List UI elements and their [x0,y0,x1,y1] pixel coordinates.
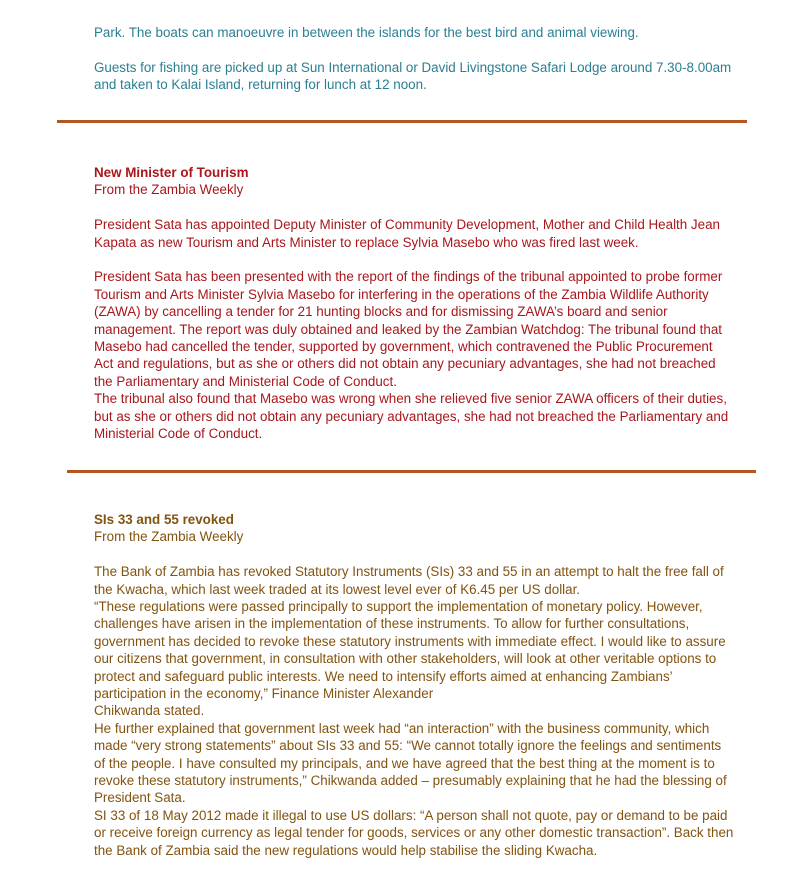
intro-paragraph-2: Guests for fishing are picked up at Sun International or David Livingstone Safari Lodge around 7.30-8.00am and taken to Kalai Island, returning for lunch at 12 noon. [94,59,732,93]
section-divider-1 [57,120,747,123]
article-paragraph: President Sata has appointed Deputy Minister of Community Development, Mother and Child Health Jean Kapata as new Tourism and Arts Minister to replace Sylvia Masebo who was fired last week. [94,217,720,250]
article-paragraph: The Bank of Zambia has revoked Statutory Instruments (SIs) 33 and 55 in an attempt to halt the free fall of the Kwacha, which last week traded at its lowest level ever of K6.45 per US dollar. [94,564,724,597]
article-paragraph: The tribunal also found that Masebo was wrong when she relieved five senior ZAWA officers of their duties, but as she or others did not obtain any pecuniary advantages, she had not breached the Parliamentary and Ministerial Code of Conduct. [94,391,729,442]
article-paragraph: President Sata has been presented with the report of the findings of the tribunal appointed to probe former Tourism and Arts Minister Sylvia Masebo for interfering in the operations of the Zambia Wildlife Authority (ZAWA) by cancelling a tender for 21 hunting blocks and for dismissing ZAWA’s board and senior management. The report was duly obtained and leaked by the Zambian Watchdog: The tribunal found that Masebo had cancelled the tender, supported by government, which contravened the Public Procurement Act and regulations, but as she or others did not obtain any pecuniary advantages, she had not breached the Parliamentary and Ministerial Code of Conduct. [94,269,723,389]
section-divider-2 [67,470,756,473]
article-paragraph: He further explained that government last week had “an interaction” with the business community, which made “very strong statements” about SIs 33 and 55: “We cannot totally ignore the feelings and sentiments of the people. I have consulted my principals, and we have agreed that the best thing at the moment is to revoke these statutory instruments,” Chikwanda added – presumably explaining that he had the blessing of President Sata. [94,720,727,806]
article-sis-revoked [94,511,734,859]
article-new-minister [94,164,734,442]
article-paragraph: “These regulations were passed principally to support the implementation of monetary policy. However, challenges have arisen in the implementation of these instruments. To allow for further consultations, government has decided to revoke these statutory instruments with immediate effect. I would like to assure our citizens that government, in consultation with other stakeholders, will look at other veritable options to protect and safeguard public interests. We need to intensify efforts aimed at enhancing Zambians’ participation in the economy,” Finance Minister Alexander [94,599,726,702]
article-title: New Minister of Tourism [94,165,249,180]
article-title: SIs 33 and 55 revoked [94,512,234,527]
article-paragraph: SI 33 of 18 May 2012 made it illegal to use US dollars: “A person shall not quote, pay or demand to be paid or receive foreign currency as legal tender for goods, services or any other domestic transaction”. Back then the Bank of Zambia said the new regulations would help stabilise the sliding Kwacha. [94,807,734,858]
article-paragraph: Chikwanda stated. [94,703,205,719]
article-source: From the Zambia Weekly [94,529,244,545]
intro-paragraph-1: Park. The boats can manoeuvre in between the islands for the best bird and animal viewing. [94,25,639,40]
article-source: From the Zambia Weekly [94,182,244,198]
intro-section [94,24,734,94]
